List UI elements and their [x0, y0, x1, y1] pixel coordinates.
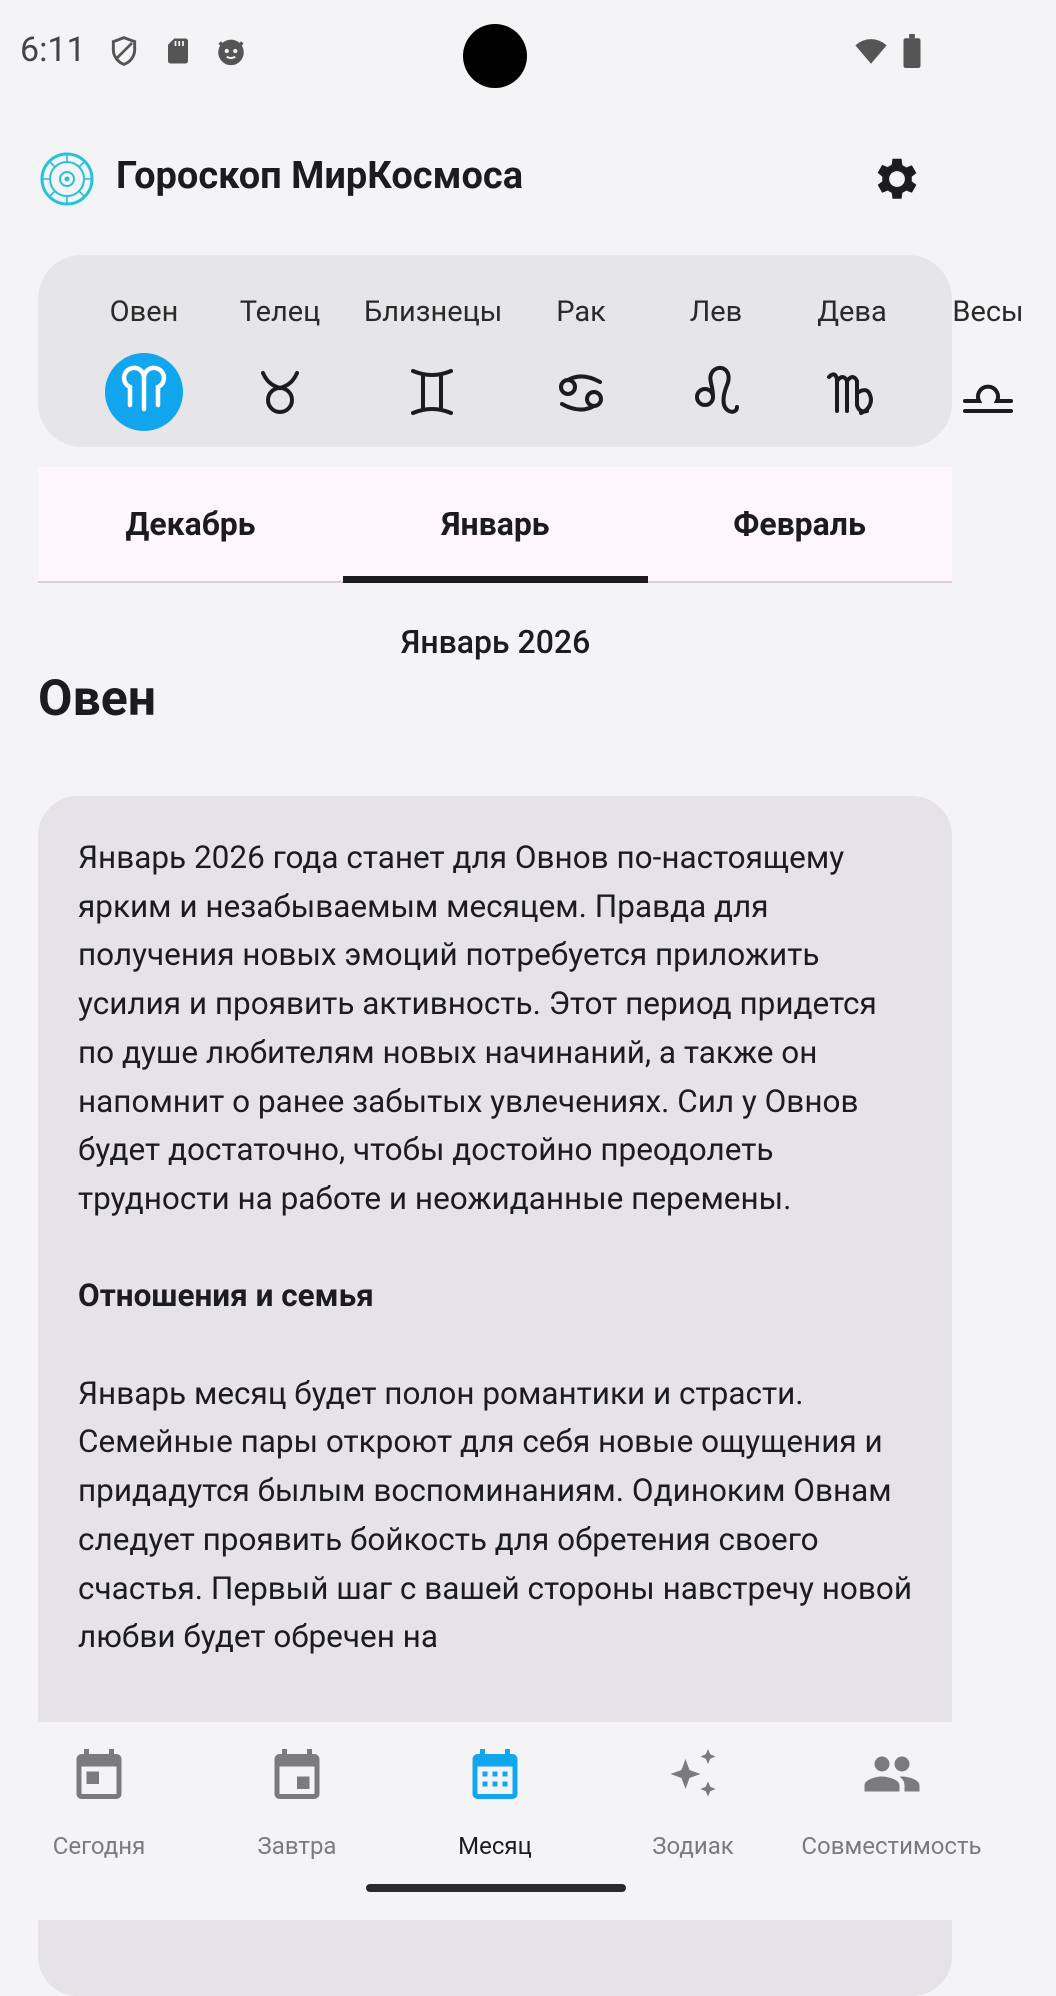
nav-compatibility[interactable] — [792, 1722, 991, 1860]
libra-icon[interactable] — [949, 353, 1027, 431]
tab-indicator — [343, 576, 648, 583]
zodiac-name: Близнецы — [364, 295, 503, 329]
nav-zodiac[interactable] — [594, 1722, 792, 1860]
zodiac-name: Дева — [817, 295, 887, 329]
calendar-event-icon — [267, 1744, 327, 1804]
sparkles-icon — [663, 1744, 723, 1804]
zodiac-item-aries[interactable] — [76, 255, 212, 447]
zodiac-name: Весы — [952, 295, 1024, 329]
cat-face-icon — [214, 34, 246, 68]
nav-today[interactable] — [0, 1722, 198, 1860]
sd-card-icon — [163, 34, 195, 68]
section-heading: Отношения и семья — [78, 1277, 374, 1315]
battery-icon — [902, 34, 922, 68]
nav-tomorrow[interactable] — [198, 1722, 396, 1860]
period-label: Январь 2026 — [400, 623, 591, 661]
app-bar — [0, 140, 991, 220]
horoscope-text — [78, 834, 918, 1711]
gemini-icon[interactable] — [393, 353, 471, 431]
gesture-handle[interactable] — [366, 1884, 626, 1892]
zodiac-wheel-logo-icon — [40, 152, 94, 206]
calendar-month-icon — [465, 1744, 525, 1804]
intro-paragraph: Январь 2026 года станет для Овнов по-настоящему ярким и незабываемым месяцем. Правда для получения новых эмоций потребуется приложить усилия и проявить активность. Этот период придется по душе любителям новых начинаний, а также он напомнит о ранее забытых увлечениях. Сил у Овнов будет достаточно, чтобы достойно преодолеть трудности на работе и неожиданные перемены. — [78, 839, 877, 1217]
zodiac-selector[interactable] — [38, 255, 1024, 447]
nav-label: Завтра — [257, 1832, 337, 1860]
zodiac-item-leo[interactable] — [648, 255, 784, 447]
zodiac-name: Овен — [109, 295, 179, 329]
app-title: Гороскоп МирКосмоса — [116, 154, 524, 198]
nav-month[interactable] — [396, 1722, 594, 1860]
wifi-icon — [852, 34, 892, 68]
shield-icon — [108, 34, 140, 68]
camera-cutout — [463, 24, 527, 88]
zodiac-name: Телец — [239, 295, 321, 329]
zodiac-item-gemini[interactable] — [364, 255, 503, 447]
calendar-today-icon — [69, 1744, 129, 1804]
tab-january[interactable]: Январь — [441, 505, 550, 543]
zodiac-name: Лев — [689, 295, 743, 329]
settings-gear-icon[interactable] — [868, 152, 922, 206]
status-time: 6:11 — [20, 30, 86, 70]
status-bar — [0, 0, 991, 104]
sign-title: Овен — [38, 670, 157, 728]
zodiac-item-cancer[interactable] — [513, 255, 649, 447]
zodiac-name: Рак — [556, 295, 606, 329]
aries-icon[interactable] — [105, 353, 183, 431]
nav-label: Зодиак — [652, 1832, 734, 1860]
tab-february[interactable]: Февраль — [733, 505, 866, 543]
cancer-icon[interactable] — [542, 353, 620, 431]
virgo-icon[interactable] — [813, 353, 891, 431]
nav-label: Месяц — [458, 1832, 532, 1860]
people-icon — [862, 1744, 922, 1804]
zodiac-item-libra[interactable] — [920, 255, 1056, 447]
taurus-icon[interactable] — [241, 353, 319, 431]
zodiac-item-taurus[interactable] — [212, 255, 348, 447]
leo-icon[interactable] — [677, 353, 755, 431]
month-tabs — [38, 467, 952, 583]
nav-label: Сегодня — [52, 1832, 146, 1860]
tab-december[interactable]: Декабрь — [125, 505, 256, 543]
section-paragraph: Январь месяц будет полон романтики и страсти. Семейные пары откроют для себя новые ощущения и придадутся былым воспоминаниям. Одиноким Овнам следует проявить бойкость для обретения своего счастья. Первый шаг с вашей стороны навстречу новой любви будет обречен на — [78, 1374, 913, 1656]
nav-label: Совместимость — [801, 1832, 982, 1860]
zodiac-item-virgo[interactable] — [784, 255, 920, 447]
